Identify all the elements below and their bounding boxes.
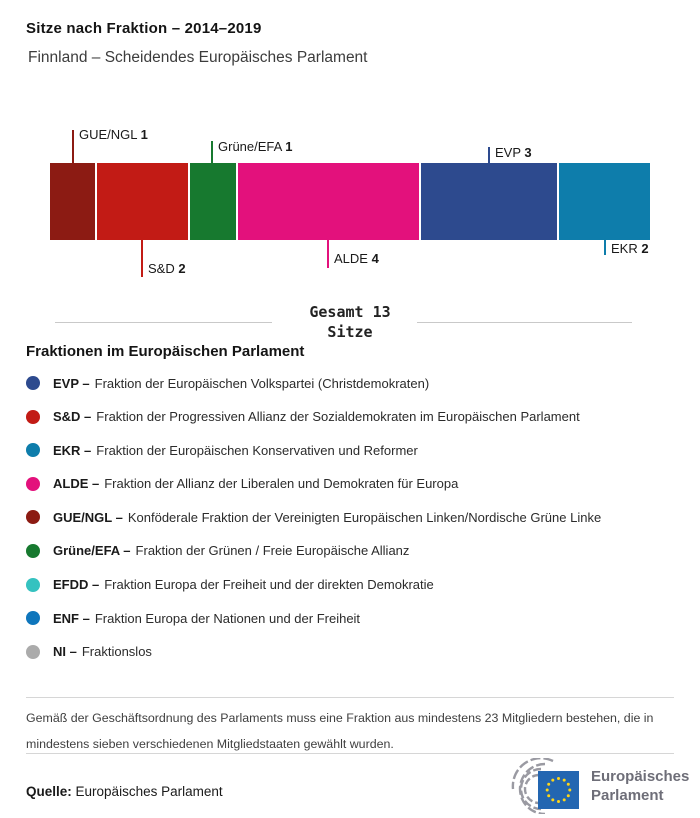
legend-dot-efdd bbox=[26, 578, 40, 592]
legend-item-gue-ngl bbox=[26, 510, 601, 524]
legend-abbr: NI – bbox=[53, 644, 77, 660]
callout-group-name: EVP bbox=[495, 145, 521, 160]
callout-label-evp bbox=[495, 145, 532, 160]
legend-item-enf bbox=[26, 611, 601, 625]
callout-label-sd bbox=[148, 261, 186, 276]
callout-seat-count: 4 bbox=[371, 251, 379, 266]
legend-abbr: S&D – bbox=[53, 409, 92, 425]
legend-dot-enf bbox=[26, 611, 40, 625]
legend-item-ni bbox=[26, 645, 601, 659]
source-line bbox=[26, 784, 223, 799]
european-parliament-logo bbox=[505, 758, 689, 814]
callout-seat-count: 2 bbox=[178, 261, 186, 276]
logo-wordmark bbox=[591, 767, 689, 805]
legend-description: Fraktion Europa der Nationen und der Freiheit bbox=[94, 610, 361, 626]
legend-description: Fraktion der Grünen / Freie Europäische Allianz bbox=[135, 543, 410, 559]
legend-description: Konföderale Fraktion der Vereinigten Europäischen Linken/Nordische Grüne Linke bbox=[127, 509, 602, 525]
source-label: Quelle: bbox=[26, 784, 72, 799]
total-seats bbox=[0, 302, 700, 342]
footnote-text: Gemäß der Geschäftsordnung des Parlaments muss eine Fraktion aus mindestens 23 Mitgliedern bestehen, die in mindestens sieben verschiedenen Mitgliedstaaten gewählt wurden. bbox=[26, 711, 654, 751]
callout-label-gruene-efa bbox=[218, 139, 292, 154]
legend-dot-evp bbox=[26, 376, 40, 390]
legend-abbr: EFDD – bbox=[53, 577, 100, 593]
legend-description: Fraktion der Europäischen Konservativen und Reformer bbox=[96, 442, 418, 458]
eu-flag bbox=[538, 771, 579, 809]
callout-label-ekr bbox=[611, 241, 649, 256]
callout-group-name: ALDE bbox=[334, 251, 368, 266]
legend-heading: Fraktionen im Europäischen Parlament bbox=[26, 343, 305, 360]
legend-item-gruene-efa bbox=[26, 544, 601, 558]
callout-group-name: S&D bbox=[148, 261, 175, 276]
legend-abbr: ALDE – bbox=[53, 476, 100, 492]
legend-dot-ekr bbox=[26, 443, 40, 457]
legend-abbr: Grüne/EFA – bbox=[53, 543, 131, 559]
bar-segment-gue-ngl bbox=[50, 163, 95, 240]
bar-segment-sd bbox=[97, 163, 188, 240]
legend-abbr: EVP – bbox=[53, 375, 90, 391]
total-seats-line1: Gesamt 13 bbox=[309, 303, 391, 321]
bar-segment-gruene-efa bbox=[190, 163, 235, 240]
bar-segment-alde bbox=[238, 163, 420, 240]
legend-item-evp bbox=[26, 376, 601, 390]
page-subtitle: Finnland – Scheidendes Europäisches Parlament bbox=[28, 49, 368, 66]
legend-description: Fraktion der Progressiven Allianz der Sozialdemokraten im Europäischen Parlament bbox=[96, 409, 580, 425]
page-title: Sitze nach Fraktion – 2014–2019 bbox=[26, 20, 262, 37]
callout-seat-count: 1 bbox=[140, 127, 148, 142]
legend-dot-gruene-efa bbox=[26, 544, 40, 558]
callout-group-name: Grüne/EFA bbox=[218, 139, 282, 154]
callout-line-gue-ngl bbox=[72, 130, 74, 163]
callout-label-gue-ngl bbox=[79, 127, 148, 142]
parliament-hemicycle-icon bbox=[505, 758, 585, 814]
legend-description: Fraktion der Allianz der Liberalen und Demokraten für Europa bbox=[104, 476, 459, 492]
callout-group-name: EKR bbox=[611, 241, 638, 256]
legend-abbr: GUE/NGL – bbox=[53, 509, 123, 525]
legend-dot-ni bbox=[26, 645, 40, 659]
fraction-legend bbox=[26, 376, 601, 678]
callout-seat-count: 3 bbox=[524, 145, 532, 160]
callout-label-alde bbox=[334, 251, 379, 266]
source-value: Europäisches Parlament bbox=[75, 784, 223, 799]
callout-line-sd bbox=[141, 240, 143, 277]
callout-seat-count: 1 bbox=[285, 139, 293, 154]
callout-group-name: GUE/NGL bbox=[79, 127, 138, 142]
legend-item-alde bbox=[26, 477, 601, 491]
legend-dot-sd bbox=[26, 410, 40, 424]
callout-seat-count: 2 bbox=[641, 241, 649, 256]
bar-segment-ekr bbox=[559, 163, 650, 240]
legend-dot-alde bbox=[26, 477, 40, 491]
footnote-rule-top bbox=[26, 697, 674, 698]
legend-abbr: ENF – bbox=[53, 610, 90, 626]
legend-item-sd bbox=[26, 410, 601, 424]
footnote-rule-bottom bbox=[26, 753, 674, 754]
legend-dot-gue-ngl bbox=[26, 510, 40, 524]
callout-line-ekr bbox=[604, 240, 606, 255]
legend-item-efdd bbox=[26, 578, 601, 592]
logo-line1: Europäisches bbox=[591, 768, 690, 785]
callout-line-evp bbox=[488, 147, 490, 163]
legend-item-ekr bbox=[26, 443, 601, 457]
callout-line-gruene-efa bbox=[211, 141, 213, 163]
legend-description: Fraktionslos bbox=[81, 644, 152, 660]
legend-abbr: EKR – bbox=[53, 442, 92, 458]
bar-segment-evp bbox=[421, 163, 557, 240]
callout-line-alde bbox=[327, 240, 329, 268]
logo-line2: Parlament bbox=[591, 787, 664, 804]
seats-stacked-bar bbox=[50, 163, 650, 240]
total-seats-line2: Sitze bbox=[327, 323, 373, 341]
legend-description: Fraktion Europa der Freiheit und der direkten Demokratie bbox=[104, 577, 434, 593]
legend-description: Fraktion der Europäischen Volkspartei (Christdemokraten) bbox=[94, 375, 430, 391]
